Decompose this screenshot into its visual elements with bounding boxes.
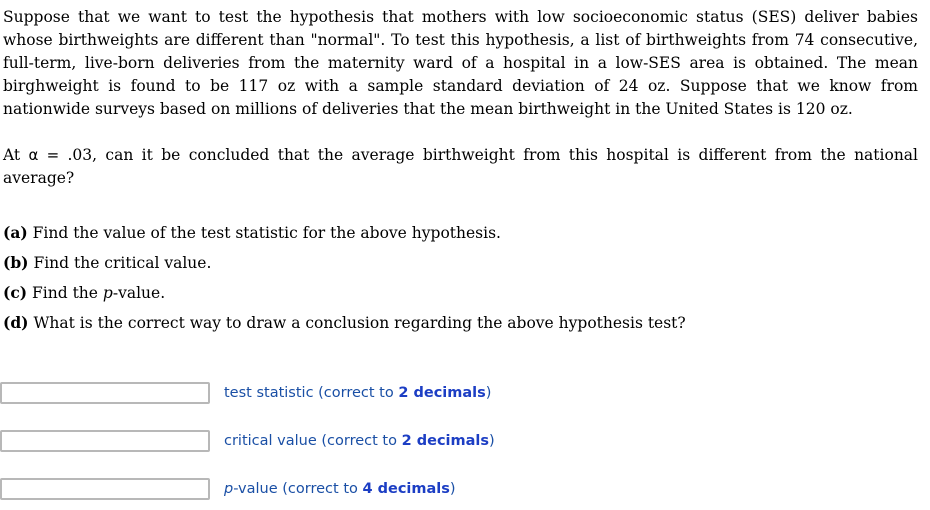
part-c-text: Find the — [27, 284, 103, 302]
problem-paragraph-context: Suppose that we want to test the hypothesis that mothers with low socioeconomic status (SES) deliver babies whose birthweights are different than "normal". To test this hypothesis, a list of birthweights from 74 consecutive, full-term, live-born deliveries from the maternity ward of a hospital in a low-SES area is obtained. The mean birghweight is found to be 117 oz with a sample standard deviation of 24 oz. Suppose that we know from nationwide surveys based on millions of deliveries that the mean birthweight in the United States is 120 oz. — [3, 8, 918, 118]
part-a — [3, 221, 686, 251]
part-d-text: What is the correct way to draw a conclusion regarding the above hypothesis test? — [28, 314, 686, 332]
test-statistic-label-main: test statistic (correct to — [224, 385, 399, 401]
question-rest: .03, can it be concluded that the average birthweight from this hospital is different from the national average? — [3, 146, 919, 187]
p-value-label-bold: 4 decimals — [362, 481, 450, 497]
p-value-label-main: -value (correct to — [233, 481, 363, 497]
test-statistic-input[interactable] — [0, 382, 210, 404]
p-value-label-end: ) — [449, 481, 456, 497]
p-value-label — [224, 481, 456, 497]
test-statistic-label — [224, 385, 491, 401]
part-c-letter: (c) — [3, 283, 28, 302]
critical-value-input[interactable] — [0, 430, 210, 452]
problem-statement — [3, 6, 918, 190]
answer-row-critical-value — [0, 429, 495, 453]
problem-paragraph-question — [3, 144, 918, 190]
part-c-text-end: -value. — [112, 284, 166, 302]
critical-value-label-end: ) — [489, 433, 495, 449]
answer-row-p-value — [0, 477, 456, 501]
part-a-text: Find the value of the test statistic for the above hypothesis. — [27, 224, 501, 242]
critical-value-label-bold: 2 decimals — [401, 433, 490, 449]
p-value-input[interactable] — [0, 478, 210, 500]
part-c-italic-p: p — [102, 284, 113, 302]
test-statistic-label-end: ) — [485, 385, 492, 401]
part-b-text: Find the critical value. — [28, 254, 212, 272]
part-d — [3, 311, 686, 341]
critical-value-label — [224, 433, 495, 449]
part-a-letter: (a) — [3, 223, 28, 242]
critical-value-label-main: critical value (correct to — [224, 433, 402, 449]
test-statistic-label-bold: 2 decimals — [398, 385, 486, 401]
p-value-label-italic: p — [224, 481, 234, 497]
question-prefix: At — [3, 146, 29, 164]
part-c — [3, 281, 686, 311]
part-d-letter: (d) — [3, 313, 29, 332]
part-b-letter: (b) — [3, 253, 29, 272]
answer-row-test-statistic — [0, 381, 491, 405]
alpha-symbol: α = — [28, 146, 68, 164]
question-parts — [3, 221, 686, 341]
part-b — [3, 251, 686, 281]
